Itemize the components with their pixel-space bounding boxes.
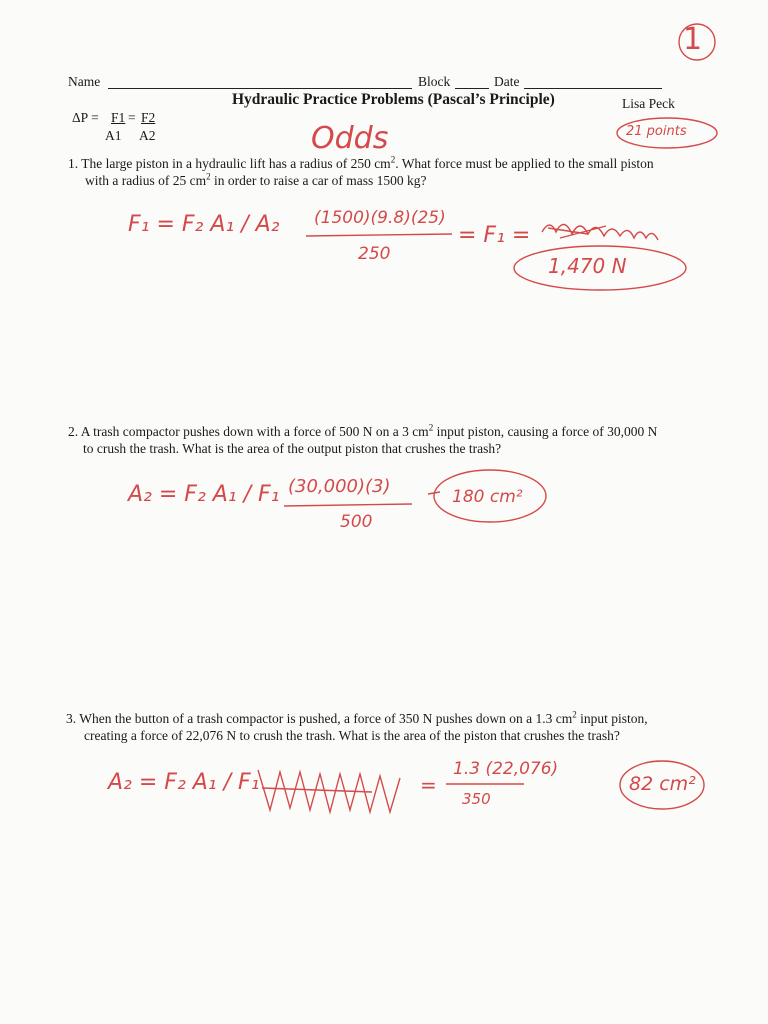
problem-2-text-line-2: to crush the trash. What is the area of the output piston that crushes the trash? [83,441,502,456]
problem-1-work-formula: F₁ = F₂ A₁ / A₂ [128,212,280,237]
formula-equals: = [128,110,136,125]
formula-a2: A2 [139,128,156,143]
page-number-annotation: 1 [683,22,703,57]
problem-1-work-tail: = F₁ = [458,223,531,248]
problem-3-text-line-2: creating a force of 22,076 N to crush the trash. What is the area of the piston that crushes the trash? [84,728,620,743]
date-label: Date [494,74,520,89]
name-label: Name [68,74,101,89]
problem-1-answer: 1,470 N [548,254,627,278]
problem-2-work-numerator: (30,000)(3) [288,476,391,497]
name-blank [108,88,412,89]
problem-3-number: 3. [66,711,77,726]
formula-f2: F2 [141,110,156,125]
problem-1-text-line-2: with a radius of 25 $cm^2$ in order to raise a car of mass 1500 kg? [85,171,427,188]
block-blank [455,88,489,89]
points-annotation: 21 points [626,124,687,139]
problem-3-work-denominator: 350 [462,790,491,808]
problem-2-work-formula: A₂ = F₂ A₁ / F₁ [128,482,280,507]
worksheet-title: Hydraulic Practice Problems (Pascal’s Principle) [232,91,555,108]
problem-3-work-tail: = [420,773,437,797]
formula-a1: A1 [105,128,122,143]
problem-2-work-denominator: 500 [340,512,373,532]
problem-3-text-line-1: 3. When the button of a trash compactor is pushed, a force of 350 N pushes down on a 1.3 $cm^2$ input piston, [66,709,648,726]
problem-2-text-line-1: 2. A trash compactor pushes down with a force of 500 N on a 3 $cm^2$ input piston, causing a force of 30,000 N [68,422,658,439]
problem-1-work-denominator: 250 [358,244,391,264]
problem-1-number: 1. [68,156,79,171]
problem-3-work-numerator: 1.3 (22,076) [453,759,559,779]
problem-1-fraction-bar [306,234,452,236]
problem-2-answer: 180 cm² [452,487,523,507]
formula-lhs: ΔP = [72,110,99,125]
author-name: Lisa Peck [622,96,675,111]
problem-1-text-line-1: 1. The large piston in a hydraulic lift has a radius of 250 $cm^2$. What force must be applied to the small piston [68,154,654,171]
block-label: Block [418,74,451,89]
formula-f1: F1 [111,110,126,125]
problem-1-scribble [542,224,658,240]
problem-2-number: 2. [68,424,79,439]
odds-annotation: Odds [311,121,389,156]
problem-3-scribble [258,770,400,812]
problem-1-work-numerator: (1500)(9.8)(25) [314,208,446,228]
problem-3-work-formula: A₂ = F₂ A₁ / F₁ [108,770,260,795]
problem-3-answer: 82 cm² [629,773,696,795]
date-blank [524,88,662,89]
problem-2-fraction-bar [284,504,412,506]
problem-2-dash [428,492,440,494]
